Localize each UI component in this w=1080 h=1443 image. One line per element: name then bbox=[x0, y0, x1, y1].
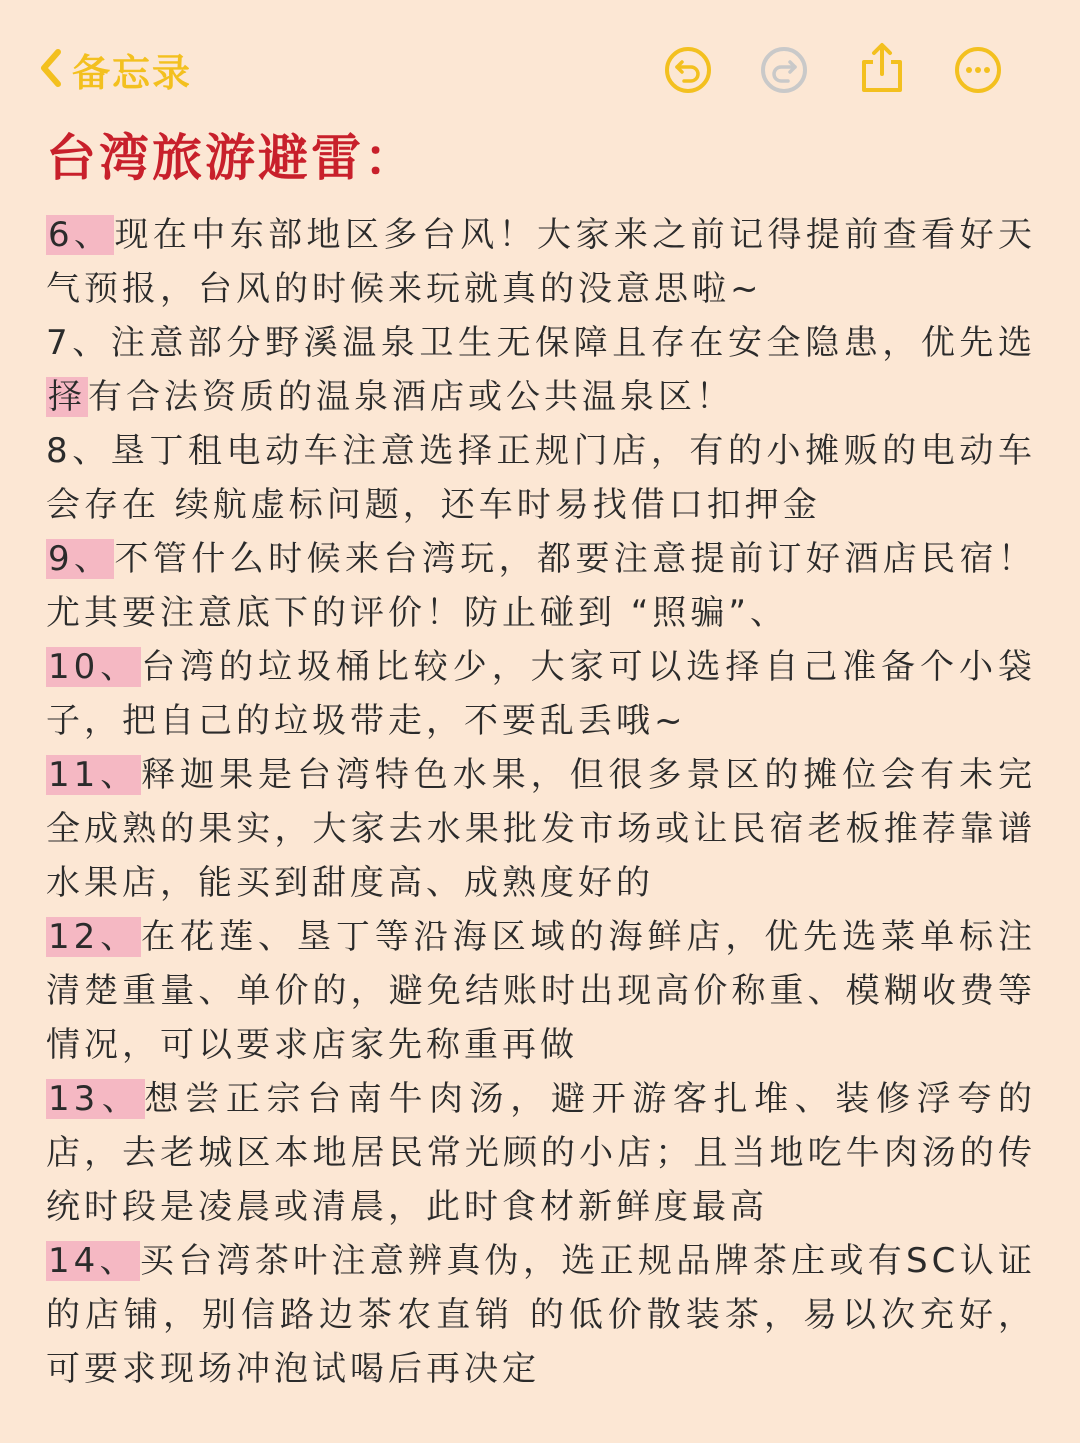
list-item-8 bbox=[46, 424, 1036, 532]
share-icon bbox=[856, 40, 908, 96]
list-item-12 bbox=[46, 910, 1036, 1072]
chevron-left-icon bbox=[38, 46, 64, 94]
share-button[interactable] bbox=[856, 40, 908, 92]
item-text: 注意部分野溪温泉卫生无保障且存在安全隐患，优先选 bbox=[110, 323, 1036, 363]
item-number: 7、 bbox=[46, 323, 111, 363]
item-number: 14、 bbox=[48, 1241, 138, 1281]
item-text-rest: 有合法资质的温泉酒店或公共温泉区！ bbox=[88, 377, 734, 417]
item-number: 12、 bbox=[48, 917, 140, 957]
redo-button[interactable] bbox=[758, 44, 810, 96]
item-number: 10、 bbox=[48, 647, 140, 687]
item-number: 8、 bbox=[46, 431, 111, 471]
item-number: 11、 bbox=[48, 755, 140, 795]
item-text: 现在中东部地区多台风！大家来之前记得提前查看好天气预报，台风的时候来玩就真的没意思啦~ bbox=[46, 215, 1036, 309]
list-item-11 bbox=[46, 748, 1036, 910]
item-text: 台湾的垃圾桶比较少，大家可以选择自己准备个小袋子，把自己的垃圾带走，不要乱丢哦~ bbox=[46, 647, 1037, 741]
list-item-10 bbox=[46, 640, 1036, 748]
list-item-14 bbox=[46, 1234, 1036, 1396]
item-text: 释迦果是台湾特色水果，但很多景区的摊位会有未完全成熟的果实，大家去水果批发市场或让民宿老板推荐靠谱水果店，能买到甜度高、成熟度好的 bbox=[46, 755, 1037, 903]
page-title: 台湾旅游避雷： bbox=[46, 129, 417, 187]
list-item-6 bbox=[46, 208, 1036, 316]
top-toolbar bbox=[0, 0, 1080, 130]
more-button[interactable] bbox=[952, 44, 1004, 96]
item-text: 想尝正宗台南牛肉汤，避开游客扎堆、装修浮夸的店，去老城区本地居民常光顾的小店；且当地吃牛肉汤的传统时段是凌晨或清晨，此时食材新鲜度最高 bbox=[46, 1079, 1036, 1227]
redo-icon bbox=[758, 44, 810, 96]
highlighted-text: 择 bbox=[48, 377, 86, 417]
undo-button[interactable] bbox=[662, 44, 714, 96]
item-number: 13、 bbox=[48, 1079, 143, 1119]
item-text: 垦丁租电动车注意选择正规门店，有的小摊贩的电动车会存在 续航虚标问题，还车时易找借口扣押金 bbox=[46, 431, 1036, 525]
item-number: 9、 bbox=[48, 539, 113, 579]
item-text: 买台湾茶叶注意辨真伪，选正规品牌茶庄或有SC认证的店铺，别信路边茶农直销 的低价散装茶，易以次充好，可要求现场冲泡试喝后再决定 bbox=[46, 1241, 1037, 1389]
item-text: 不管什么时候来台湾玩，都要注意提前订好酒店民宿！尤其要注意底下的评价！防止碰到 “照骗”、 bbox=[46, 539, 1036, 633]
more-icon bbox=[952, 44, 1004, 96]
note-body[interactable] bbox=[46, 208, 1036, 1396]
back-button[interactable] bbox=[38, 42, 192, 97]
back-label: 备忘录 bbox=[72, 51, 193, 95]
item-text: 在花莲、垦丁等沿海区域的海鲜店，优先选菜单标注清楚重量、单价的，避免结账时出现高价称重、模糊收费等情况，可以要求店家先称重再做 bbox=[46, 917, 1037, 1065]
list-item-7 bbox=[46, 316, 1036, 424]
list-item-13 bbox=[46, 1072, 1036, 1234]
list-item-9 bbox=[46, 532, 1036, 640]
undo-icon bbox=[662, 44, 714, 96]
item-number: 6、 bbox=[48, 215, 113, 255]
